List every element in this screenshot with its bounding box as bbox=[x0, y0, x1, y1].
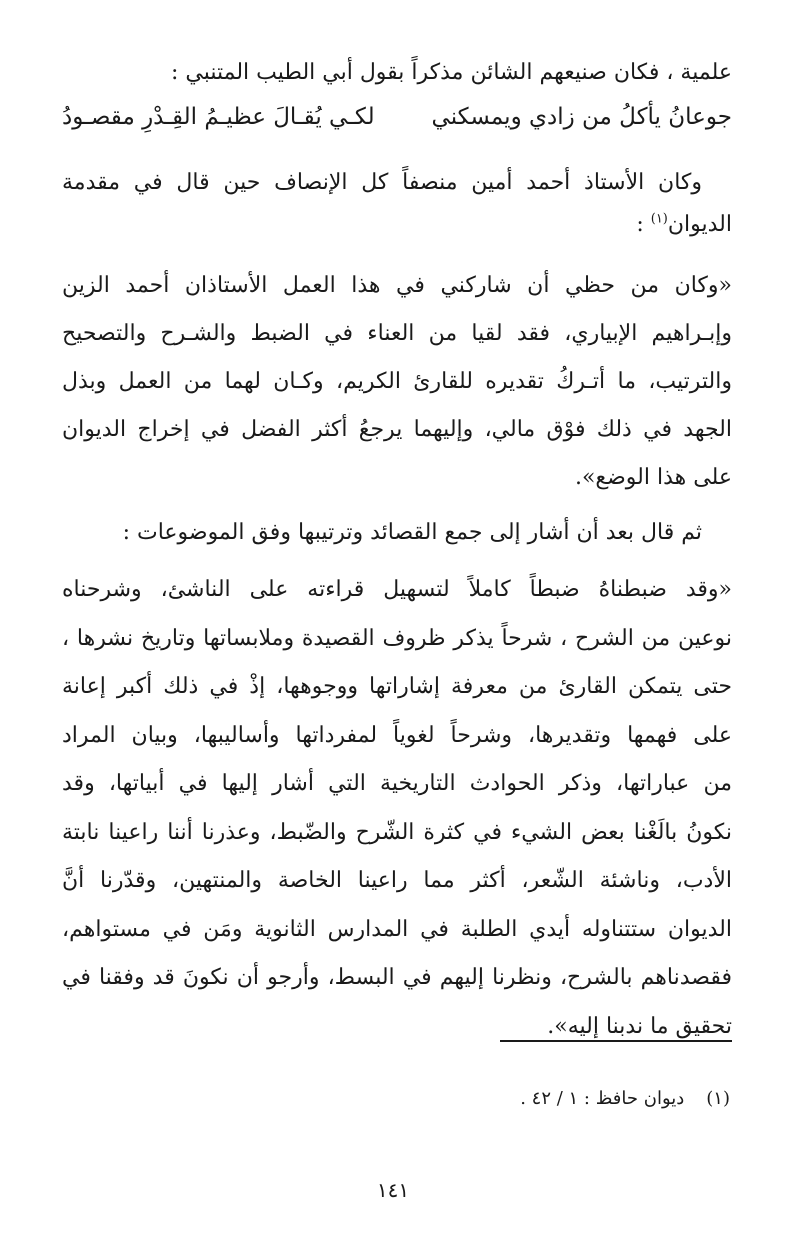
text-line: فقصدناهم بالشرح، ونظرنا إليهم في البسط، وأرجو أن نكونَ قد وفقنا في bbox=[62, 965, 732, 990]
paragraph-intro bbox=[62, 50, 732, 96]
text-line: الديوان ستتناوله أيدي الطلبة في المدارس الثانوية ومَن في مستواهم، bbox=[62, 916, 732, 942]
text-line: على هذا الوضع». bbox=[574, 465, 732, 490]
text-line: على فهمها وتقديرها، وشرحاً لغوياً لمفرداتها وأساليبها، وبيان المراد bbox=[62, 722, 732, 748]
text-fragment: : bbox=[636, 212, 651, 237]
text-line: «وقد ضبطناهُ ضبطاً كاملاً لتسهيل قراءته على الناشئ، وشرحناه bbox=[62, 577, 732, 602]
text-line: وكان الأستاذ أحمد أمين منصفاً كل الإنصاف حين قال في مقدمة bbox=[62, 170, 702, 195]
quote-second bbox=[62, 566, 732, 1051]
text-line: تحقيق ما ندبنا إليه». bbox=[547, 1013, 732, 1039]
text-fragment: الديوان bbox=[667, 212, 732, 237]
text-line: الأدب، وناشئة الشّعر، أكثر مما راعينا الخاصة والمنتهين، وقدّرنا أنَّ bbox=[62, 868, 732, 893]
page-body bbox=[62, 50, 732, 1051]
text-line: والترتيب، ما أتـركُ تقديره للقارئ الكريم، وكـان لهما من العمل وبذل bbox=[62, 369, 732, 394]
text-line bbox=[62, 204, 732, 246]
poetry-verse bbox=[62, 104, 732, 148]
page-number: ١٤١ bbox=[376, 1178, 410, 1202]
text-line: علمية ، فكان صنيعهم الشائن مذكراً بقول أبي الطيب المتنبي : bbox=[170, 60, 732, 85]
verse-first-hemistich: جوعانُ يأكلُ من زادي ويمسكني bbox=[431, 104, 732, 130]
text-line: من عباراتها، وذكر الحوادث التاريخية التي أشار إليها في أبياتها، وقد bbox=[62, 771, 732, 796]
text-line: ثم قال بعد أن أشار إلى جمع القصائد وترتيبها وفق الموضوعات : bbox=[122, 520, 702, 545]
paragraph-then-said bbox=[62, 514, 732, 552]
text-line: حتى يتمكن القارئ من معرفة إشاراتها ووجوهها، إذْ في ذلك أكبر إعانة bbox=[62, 674, 732, 699]
footnote-number: (١) bbox=[706, 1088, 730, 1109]
verse-second-hemistich: لكـي يُقـالَ عظيـمُ القِـدْرِ مقصـودُ bbox=[62, 104, 375, 130]
text-line: وإبـراهيم الإبياري، فقد لقيا من العناء في الضبط والشـرح والتصحيح bbox=[62, 321, 732, 346]
paragraph-ahmad-amin bbox=[62, 162, 732, 204]
footnote-reference[interactable]: (١) bbox=[650, 211, 668, 227]
text-line: نوعين من الشرح ، شرحاً يذكر ظروف القصيدة وملابساتها وتاريخ نشرها ، bbox=[62, 625, 732, 651]
text-line: الجهد في ذلك فوْق مالي، وإليهما يرجعُ أكثر الفضل في إخراج الديوان bbox=[62, 417, 732, 442]
paragraph-ahmad-amin-cont bbox=[62, 204, 732, 246]
footnote bbox=[520, 1088, 730, 1109]
footnote-separator bbox=[500, 1040, 732, 1042]
text-line: نكونُ بالَغْنا بعض الشيء في كثرة الشّرح والضّبط، وعذرنا أننا راعينا نابتة bbox=[62, 819, 732, 845]
footnote-text: ديوان حافظ : ١ / ٤٢ . bbox=[520, 1088, 685, 1109]
text-line: «وكان من حظي أن شاركني في هذا العمل الأستاذان أحمد الزين bbox=[62, 273, 732, 298]
quote-first bbox=[62, 262, 732, 502]
